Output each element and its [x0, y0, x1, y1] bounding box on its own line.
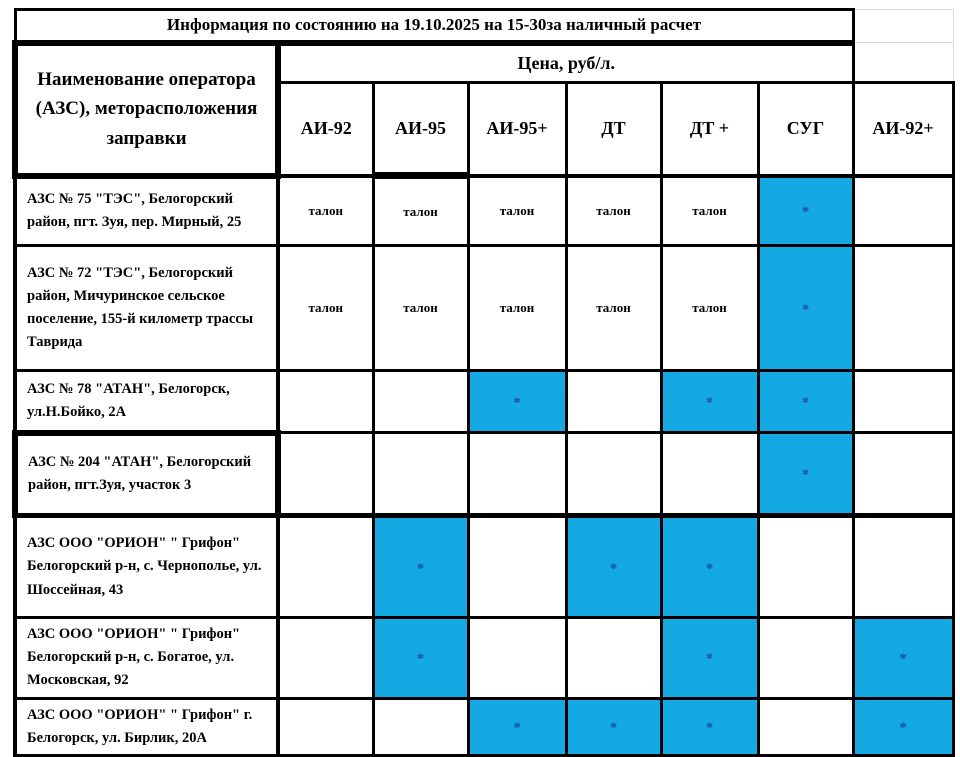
column-header-station-name: Наименование оператора (АЗС), меторасположения заправки — [15, 43, 278, 176]
price-cell — [853, 371, 953, 433]
price-cell — [468, 516, 566, 618]
station-name-cell: АЗС ООО "ОРИОН" " Грифон" Белогорский р-н, с. Богатое, ул. Московская, 92 — [15, 618, 278, 699]
empty-corner-cell — [853, 10, 953, 43]
station-name-cell: АЗС ООО "ОРИОН" " Грифон" г. Белогорск, ул. Бирлик, 20А — [15, 698, 278, 755]
table-row — [15, 698, 953, 755]
table-row — [15, 433, 953, 516]
column-header-ai-92-plus: АИ-92+ — [853, 83, 953, 176]
price-cell: * — [566, 516, 661, 618]
price-cell — [853, 516, 953, 618]
price-cell — [566, 618, 661, 699]
price-cell: талон — [661, 176, 758, 246]
price-cell: * — [758, 433, 853, 516]
price-cell — [758, 698, 853, 755]
price-cell — [373, 371, 468, 433]
price-cell — [468, 618, 566, 699]
station-name-cell: АЗС № 78 "АТАН", Белогорск, ул.Н.Бойко, 2А — [15, 371, 278, 433]
price-cell: талон — [373, 246, 468, 371]
price-cell — [278, 698, 373, 755]
price-cell: талон — [566, 176, 661, 246]
header-row-price — [15, 43, 953, 83]
price-cell — [566, 371, 661, 433]
price-cell — [566, 433, 661, 516]
table-row — [15, 246, 953, 371]
price-cell: * — [468, 698, 566, 755]
column-header-dt-plus: ДТ + — [661, 83, 758, 176]
station-name-cell: АЗС № 204 "АТАН", Белогорский район, пгт.Зуя, участок 3 — [15, 433, 278, 516]
price-cell — [468, 433, 566, 516]
price-cell — [373, 698, 468, 755]
station-name-cell: АЗС № 75 "ТЭС", Белогорский район, пгт. Зуя, пер. Мирный, 25 — [15, 176, 278, 246]
table-row — [15, 516, 953, 618]
price-cell: * — [661, 516, 758, 618]
table-row — [15, 618, 953, 699]
price-cell: * — [661, 698, 758, 755]
column-header-sug: СУГ — [758, 83, 853, 176]
price-cell — [853, 246, 953, 371]
price-cell — [661, 433, 758, 516]
column-header-price: Цена, руб/л. — [278, 43, 853, 83]
price-cell: * — [758, 176, 853, 246]
price-cell: * — [373, 618, 468, 699]
price-cell — [278, 618, 373, 699]
table-row — [15, 371, 953, 433]
table-title: Информация по состоянию на 19.10.2025 на 15-30за наличный расчет — [15, 10, 853, 43]
price-cell: * — [468, 371, 566, 433]
price-cell: * — [758, 246, 853, 371]
price-cell — [278, 433, 373, 516]
price-cell — [853, 433, 953, 516]
price-cell: * — [758, 371, 853, 433]
price-cell: * — [566, 698, 661, 755]
fuel-price-table — [12, 8, 955, 757]
price-cell: талон — [373, 176, 468, 246]
price-cell — [758, 516, 853, 618]
price-cell — [853, 176, 953, 246]
price-cell: * — [661, 371, 758, 433]
price-cell: * — [853, 618, 953, 699]
column-header-ai-95-plus: АИ-95+ — [468, 83, 566, 176]
title-row — [15, 10, 953, 43]
price-cell: талон — [468, 176, 566, 246]
station-name-cell: АЗС № 72 "ТЭС", Белогорский район, Мичуринское сельское поселение, 155-й километр трассы Таврида — [15, 246, 278, 371]
column-header-dt: ДТ — [566, 83, 661, 176]
station-name-cell: АЗС ООО "ОРИОН" " Грифон" Белогорский р-н, с. Чернополье, ул. Шоссейная, 43 — [15, 516, 278, 618]
price-cell — [758, 618, 853, 699]
column-header-ai-95: АИ-95 — [373, 83, 468, 176]
price-cell: талон — [566, 246, 661, 371]
column-header-ai-92: АИ-92 — [278, 83, 373, 176]
price-cell — [373, 433, 468, 516]
price-cell: * — [853, 698, 953, 755]
price-cell: талон — [278, 246, 373, 371]
price-cell: талон — [278, 176, 373, 246]
empty-corner-cell — [853, 43, 953, 83]
price-cell: * — [661, 618, 758, 699]
price-cell: * — [373, 516, 468, 618]
price-cell: талон — [661, 246, 758, 371]
price-cell — [278, 371, 373, 433]
price-cell — [278, 516, 373, 618]
table-row — [15, 176, 953, 246]
price-cell: талон — [468, 246, 566, 371]
